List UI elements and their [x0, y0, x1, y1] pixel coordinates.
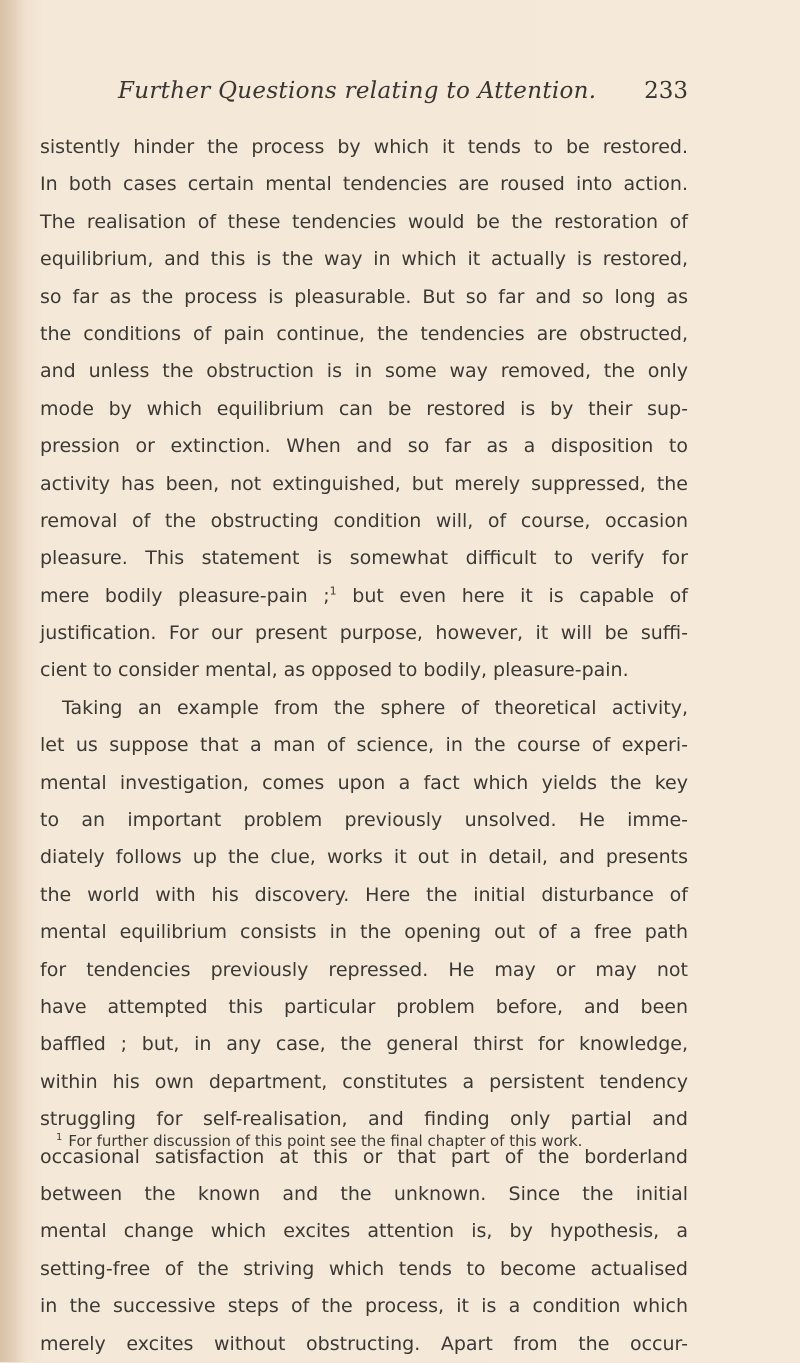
page-number: 233 — [644, 78, 688, 104]
text-line-part: but even here it is capable of — [352, 584, 688, 607]
text-line: the conditions of pain continue, the tendencies are obstructed, — [40, 322, 688, 345]
text-line: The realisation of these tendencies would be the restoration of — [40, 210, 688, 233]
text-line: to an important problem previously unsolved. He imme- — [40, 809, 688, 832]
text-line: setting-free of the striving which tends to become actualised — [40, 1257, 688, 1280]
text-line: and unless the obstruction is in some way removed, the only — [40, 360, 688, 383]
text-line-part: mere bodily pleasure-pain ; — [40, 584, 330, 607]
text-line: merely excites without obstructing. Apart from the occur- — [40, 1332, 688, 1355]
text-line: removal of the obstructing condition will, of course, occasion — [40, 509, 688, 532]
body-text — [40, 129, 688, 1363]
text-line: cient to consider mental, as opposed to bodily, pleasure-pain. — [40, 659, 629, 682]
text-line: mental investigation, comes upon a fact which yields the key — [40, 771, 688, 794]
text-line: struggling for self-realisation, and finding only partial and — [40, 1108, 688, 1131]
text-line: let us suppose that a man of science, in the course of experi- — [40, 734, 688, 757]
footnote-marker: 1 — [56, 1132, 63, 1143]
footnote — [56, 1132, 696, 1150]
running-head — [118, 76, 688, 116]
text-line: pleasure. This statement is somewhat difficult to verify for — [40, 547, 688, 570]
text-line: activity has been, not extinguished, but merely suppressed, the — [40, 472, 688, 495]
text-line: have attempted this particular problem before, and been — [40, 995, 688, 1018]
text-line: mental equilibrium consists in the opening out of a free path — [40, 921, 688, 944]
text-line: mental change which excites attention is, by hypothesis, a — [40, 1220, 688, 1243]
gutter-shadow — [0, 0, 26, 1362]
text-line: Taking an example from the sphere of theoretical activity, — [62, 696, 688, 719]
text-line: mode by which equilibrium can be restored is by their sup- — [40, 397, 688, 420]
text-line: justification. For our present purpose, however, it will be suffi- — [40, 622, 688, 645]
text-line: sistently hinder the process by which it tends to be restored. — [40, 136, 688, 158]
text-line: occasional satisfaction at this or that part of the borderland — [40, 1145, 688, 1168]
text-line: within his own department, constitutes a persistent tendency — [40, 1070, 688, 1093]
text-line: for tendencies previously repressed. He may or may not — [40, 958, 688, 981]
text-line: baffled ; but, in any case, the general thirst for knowledge, — [40, 1033, 688, 1056]
text-line: the world with his discovery. Here the initial disturbance of — [40, 883, 688, 906]
footnote-text: For further discussion of this point see the final chapter of this work. — [68, 1132, 583, 1150]
text-line: pression or extinction. When and so far as a disposition to — [40, 435, 688, 458]
running-title: Further Questions relating to Attention. — [118, 78, 597, 104]
text-line: in the successive steps of the process, it is a condition which — [40, 1295, 688, 1318]
text-line: between the known and the unknown. Since the initial — [40, 1182, 688, 1205]
text-line: so far as the process is pleasurable. But so far and so long as — [40, 285, 688, 308]
text-line: In both cases certain mental tendencies are roused into action. — [40, 173, 688, 196]
text-line: diately follows up the clue, works it out in detail, and presents — [40, 846, 688, 869]
footnote-ref-marker: 1 — [329, 584, 337, 598]
text-line: equilibrium, and this is the way in which it actually is restored, — [40, 248, 688, 271]
text-line-with-footnote-ref — [40, 578, 688, 615]
